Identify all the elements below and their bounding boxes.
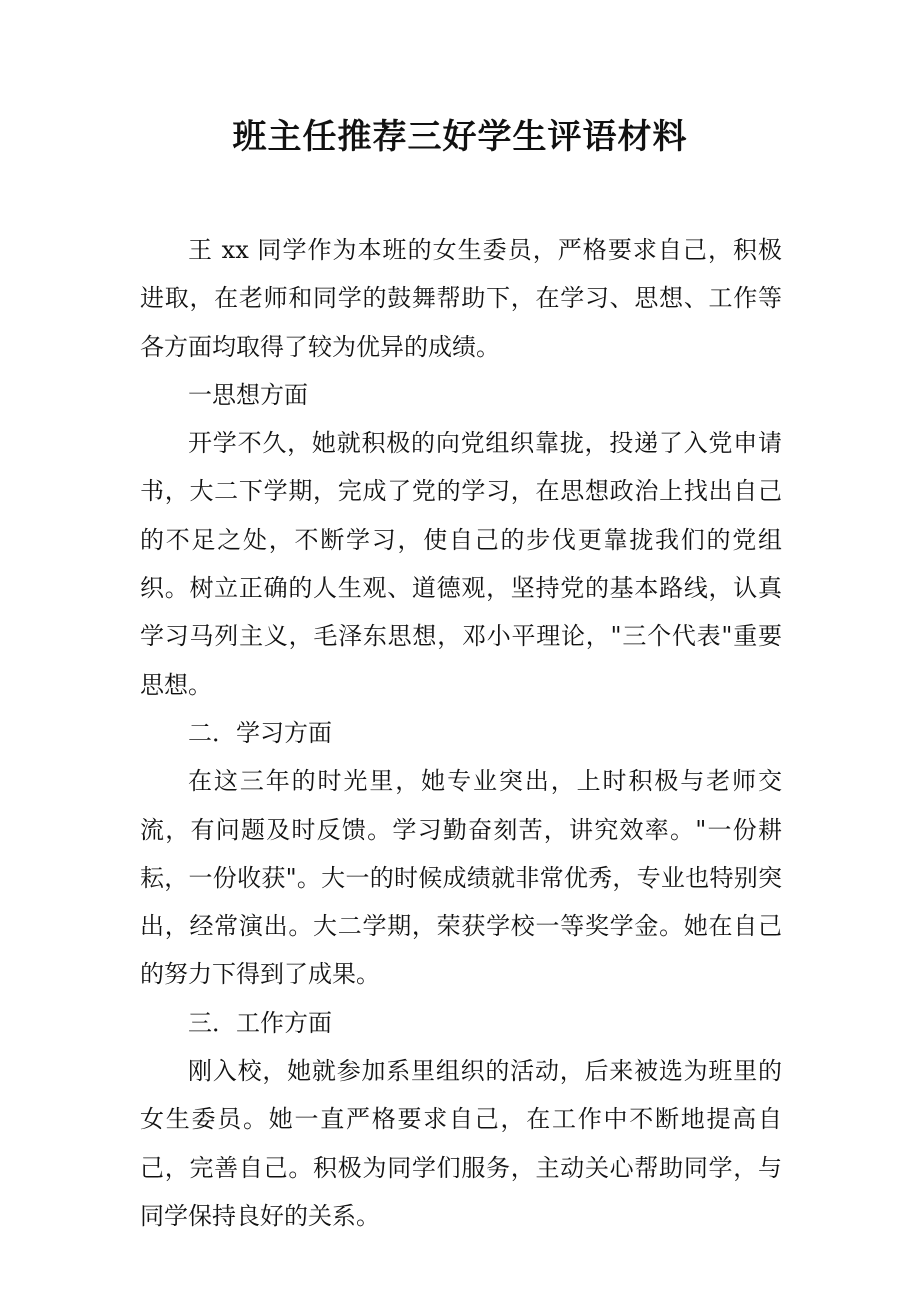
document-title: 班主任推荐三好学生评语材料 <box>232 117 688 157</box>
work-paragraph: 刚入校，她就参加系里组织的活动，后来被选为班里的女生委员。她一直严格要求自己，在工作中不断地提高自己，完善自己。积极为同学们服务，主动关心帮助同学，与同学保持良好的关系。 <box>140 1057 782 1230</box>
thought-paragraph: 开学不久，她就积极的向党组织靠拢，投递了入党申请书，大二下学期，完成了党的学习，在思想政治上找出自己的不足之处，不断学习，使自己的步伐更靠拢我们的党组织。树立正确的人生观、道德观，坚持党的基本路线，认真学习马列主义，毛泽东思想，邓小平理论，"三个代表"重要思想。 <box>140 429 782 699</box>
document-body <box>140 226 782 1240</box>
section-heading-study: 二．学习方面 <box>188 718 332 747</box>
section-heading-work: 三．工作方面 <box>188 1008 332 1037</box>
section-heading-thought: 一思想方面 <box>188 380 308 409</box>
study-paragraph: 在这三年的时光里，她专业突出，上时积极与老师交流，有问题及时反馈。学习勤奋刻苦，讲究效率。"一份耕耘，一份收获"。大一的时候成绩就非常优秀，专业也特别突出，经常演出。大二学期，荣获学校一等奖学金。她在自己的努力下得到了成果。 <box>140 767 782 989</box>
intro-paragraph: 王 xx 同学作为本班的女生委员，严格要求自己，积极进取，在老师和同学的鼓舞帮助下，在学习、思想、工作等各方面均取得了较为优异的成绩。 <box>140 236 782 361</box>
